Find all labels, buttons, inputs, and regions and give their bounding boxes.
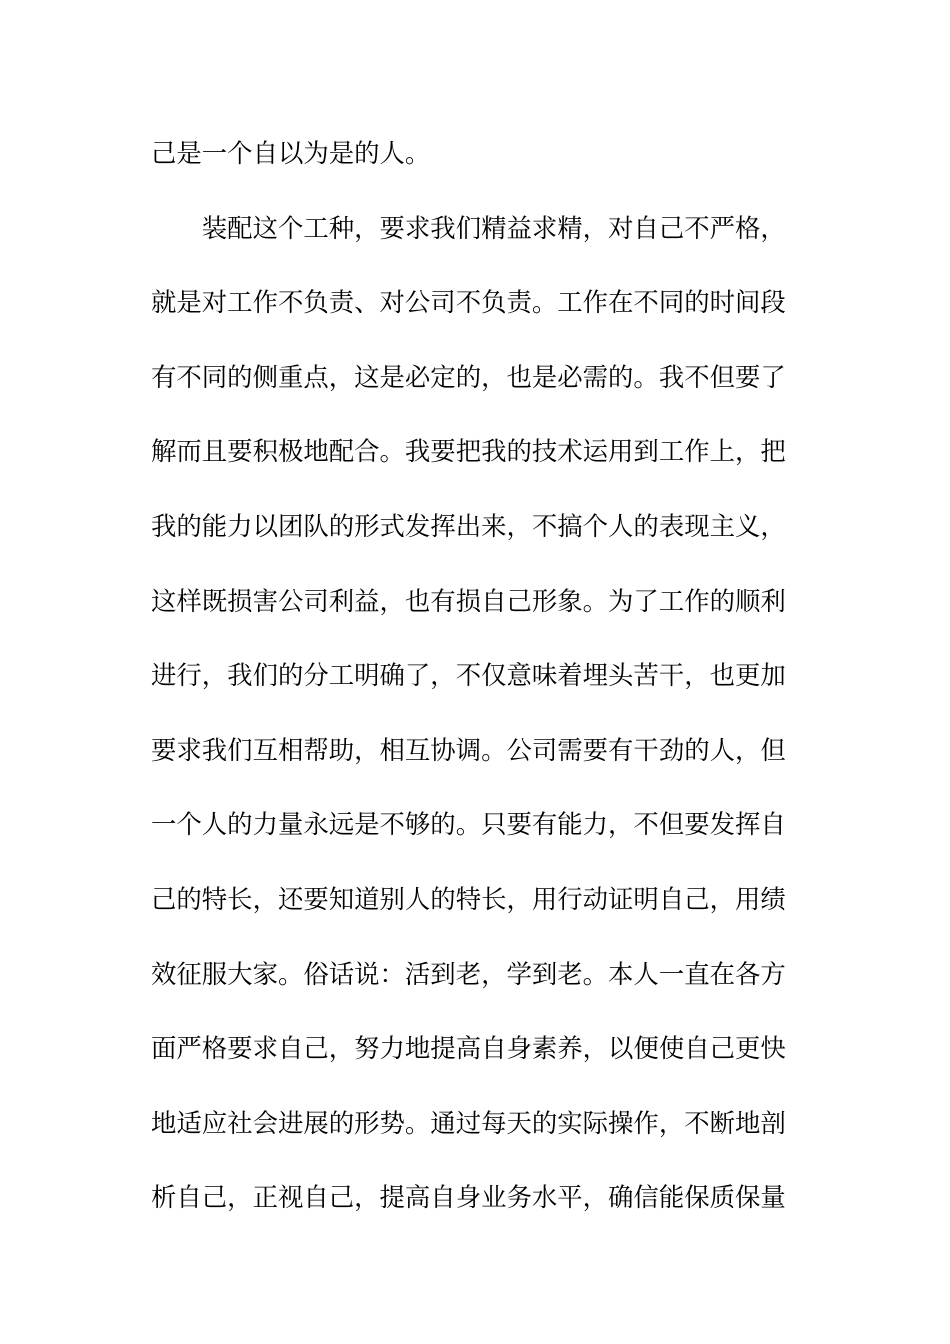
text-line: 就是对工作不负责、对公司不负责。工作在不同的时间段 xyxy=(151,287,786,318)
text-line: 装配这个工种，要求我们精益求精，对自己不严格， xyxy=(151,212,786,243)
text-line: 己的特长，还要知道别人的特长，用行动证明自己，用绩 xyxy=(151,883,786,914)
body-text xyxy=(151,130,791,1249)
text-line: 面严格要求自己，努力地提高自身素养，以便使自己更快 xyxy=(151,1033,786,1064)
text-line: 这样既损害公司利益，也有损自己形象。为了工作的顺利 xyxy=(151,585,786,616)
text-line: 己是一个自以为是的人。 xyxy=(151,138,431,168)
text-line: 有不同的侧重点，这是必定的，也是必需的。我不但要了 xyxy=(151,361,786,392)
text-line: 进行，我们的分工明确了，不仅意味着埋头苦干，也更加 xyxy=(151,660,786,691)
text-line: 解而且要积极地配合。我要把我的技术运用到工作上，把 xyxy=(151,436,786,467)
text-line: 我的能力以团队的形式发挥出来，不搞个人的表现主义， xyxy=(151,510,786,541)
text-line: 要求我们互相帮助，相互协调。公司需要有干劲的人，但 xyxy=(151,734,786,765)
text-line: 析自己，正视自己，提高自身业务水平，确信能保质保量 xyxy=(151,1182,786,1213)
text-line: 地适应社会进展的形势。通过每天的实际操作，不断地剖 xyxy=(151,1107,786,1138)
text-line: 效征服大家。俗话说：活到老，学到老。本人一直在各方 xyxy=(151,958,786,989)
text-line: 一个人的力量永远是不够的。只要有能力，不但要发挥自 xyxy=(151,809,786,840)
